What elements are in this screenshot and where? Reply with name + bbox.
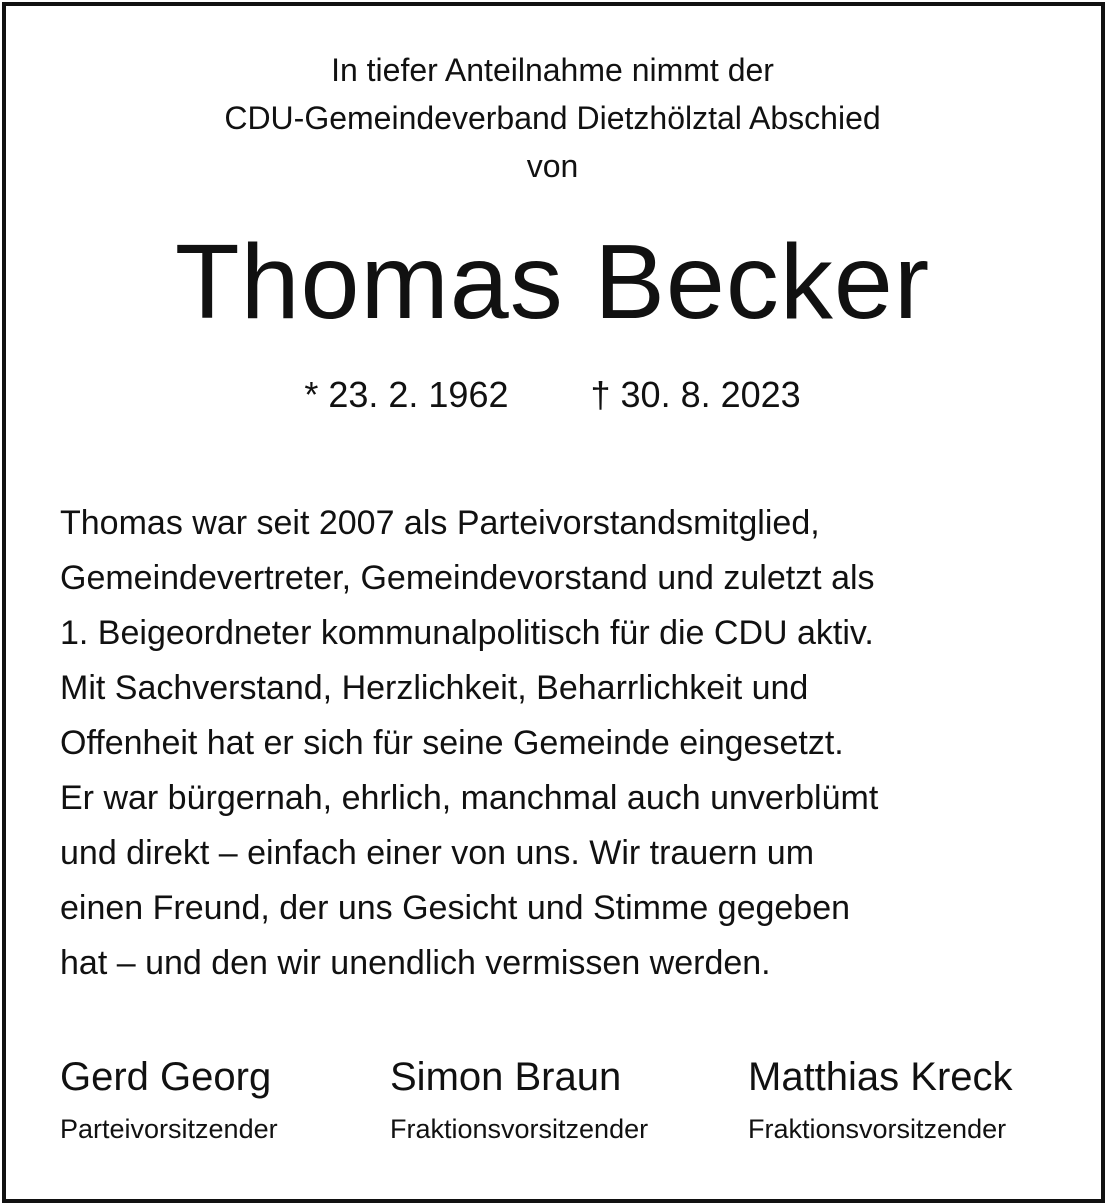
signer-title: Fraktionsvorsitzender xyxy=(390,1114,649,1144)
signer-name: Gerd Georg xyxy=(60,1055,272,1099)
text-line: Offenheit hat er sich für seine Gemeinde eingesetzt. xyxy=(60,724,844,762)
text-line: und direkt – einfach einer von uns. Wir trauern um xyxy=(60,834,815,872)
text-line: 1. Beigeordneter kommunalpolitisch für die CDU aktiv. xyxy=(60,614,874,652)
death-date: † 30. 8. 2023 xyxy=(590,374,801,415)
signature-gerd-georg xyxy=(60,1052,278,1145)
intro-line: von xyxy=(526,148,579,184)
signer-title: Fraktionsvorsitzender xyxy=(748,1114,1007,1144)
tribute-text xyxy=(60,496,1070,991)
deceased-name: Thomas Becker xyxy=(174,223,931,341)
text-line: Thomas war seit 2007 als Parteivorstandsmitglied, xyxy=(60,504,820,542)
text-line: Er war bürgernah, ehrlich, manchmal auch unverblümt xyxy=(60,779,879,817)
signer-name: Simon Braun xyxy=(390,1055,622,1099)
signer-name: Matthias Kreck xyxy=(748,1055,1013,1099)
intro-line: CDU-Gemeindeverband Dietzhölztal Abschied xyxy=(224,100,881,136)
signer-title: Parteivorsitzender xyxy=(60,1114,278,1144)
intro-text xyxy=(0,46,1105,190)
signature-matthias-kreck xyxy=(748,1052,1013,1145)
signature-simon-braun xyxy=(390,1052,648,1145)
birth-date: * 23. 2. 1962 xyxy=(304,374,509,415)
life-dates xyxy=(0,374,1105,416)
text-line: Mit Sachverstand, Herzlichkeit, Beharrlichkeit und xyxy=(60,669,809,707)
text-line: einen Freund, der uns Gesicht und Stimme gegeben xyxy=(60,889,851,927)
intro-line: In tiefer Anteilnahme nimmt der xyxy=(331,52,774,88)
text-line: hat – und den wir unendlich vermissen werden. xyxy=(60,944,771,982)
text-line: Gemeindevertreter, Gemeindevorstand und zuletzt als xyxy=(60,559,875,597)
